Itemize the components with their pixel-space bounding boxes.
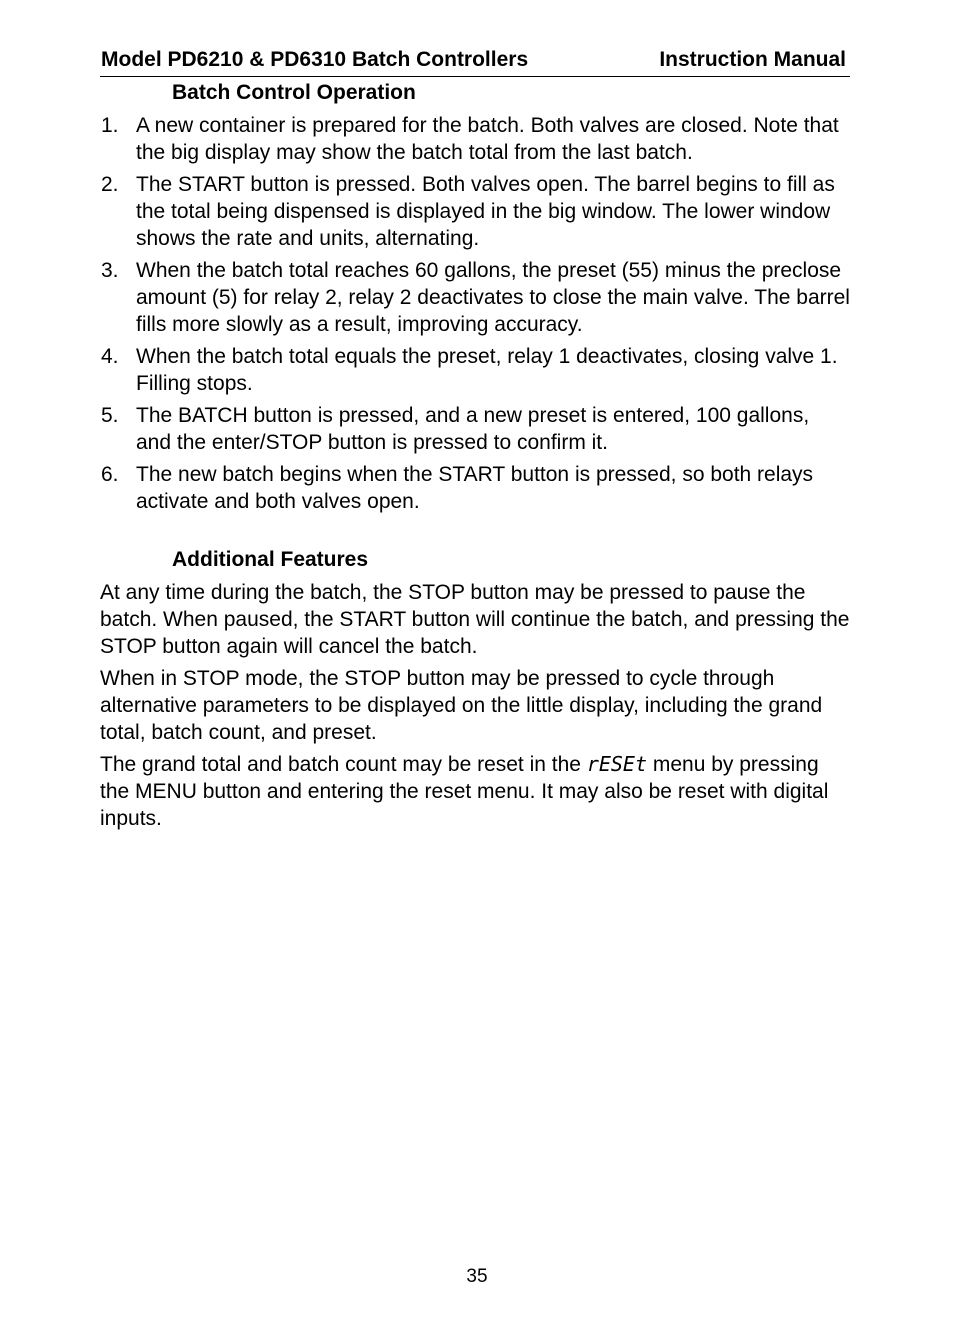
additional-features-body: [100, 579, 852, 837]
page-number: 35: [466, 1266, 488, 1287]
list-number: 3.: [101, 259, 119, 282]
paragraph-reset-text-1: The grand total and batch count may be reset in the: [100, 753, 587, 776]
list-item: [100, 112, 850, 166]
paragraph-stop-mode: When in STOP mode, the STOP button may be pressed to cycle through alternative parameters to be displayed on the little display, including the grand total, batch count, and preset.: [100, 667, 823, 744]
steps-list: [100, 112, 850, 520]
list-item: [100, 171, 850, 252]
list-number: 5.: [101, 404, 119, 427]
list-number: 1.: [101, 114, 119, 137]
list-number: 2.: [101, 173, 119, 196]
section-heading-batch-control: Batch Control Operation: [172, 81, 416, 104]
list-number: 4.: [101, 345, 119, 368]
section-heading-additional-features: Additional Features: [172, 548, 369, 571]
page-header: [100, 46, 850, 77]
manual-label: Instruction Manual: [659, 48, 846, 71]
list-text: The START button is pressed. Both valves open. The barrel begins to fill as the total being dispensed is displayed in the big window. The lower window shows the rate and units, alternating.: [136, 173, 835, 250]
paragraph-reset-text-2: menu by pressing the MENU button and entering the reset menu. It may also be reset with digital inputs.: [100, 753, 829, 830]
list-item: [100, 402, 850, 456]
list-text: The BATCH button is pressed, and a new preset is entered, 100 gallons, and the enter/STOP button is pressed to confirm it.: [136, 404, 810, 454]
list-number: 6.: [101, 463, 119, 486]
list-item: [100, 257, 850, 338]
list-item: [100, 343, 850, 397]
list-text: When the batch total reaches 60 gallons, the preset (55) minus the preclose amount (5) for relay 2, relay 2 deactivates to close the main valve. The barrel fills more slowly as a result, improving accuracy.: [136, 259, 850, 336]
document-title: Model PD6210 & PD6310 Batch Controllers: [101, 48, 529, 71]
list-text: The new batch begins when the START button is pressed, so both relays activate and both valves open.: [136, 463, 814, 513]
list-text: A new container is prepared for the batch. Both valves are closed. Note that the big display may show the batch total from the last batch.: [136, 114, 839, 164]
paragraph-pause: At any time during the batch, the STOP button may be pressed to pause the batch. When paused, the START button will continue the batch, and pressing the STOP button again will cancel the batch.: [100, 581, 850, 658]
reset-display-glyph: rESEt: [586, 752, 648, 776]
list-text: When the batch total equals the preset, relay 1 deactivates, closing valve 1. Filling stops.: [136, 345, 838, 395]
paragraph-reset: [100, 751, 852, 832]
list-item: [100, 461, 850, 515]
